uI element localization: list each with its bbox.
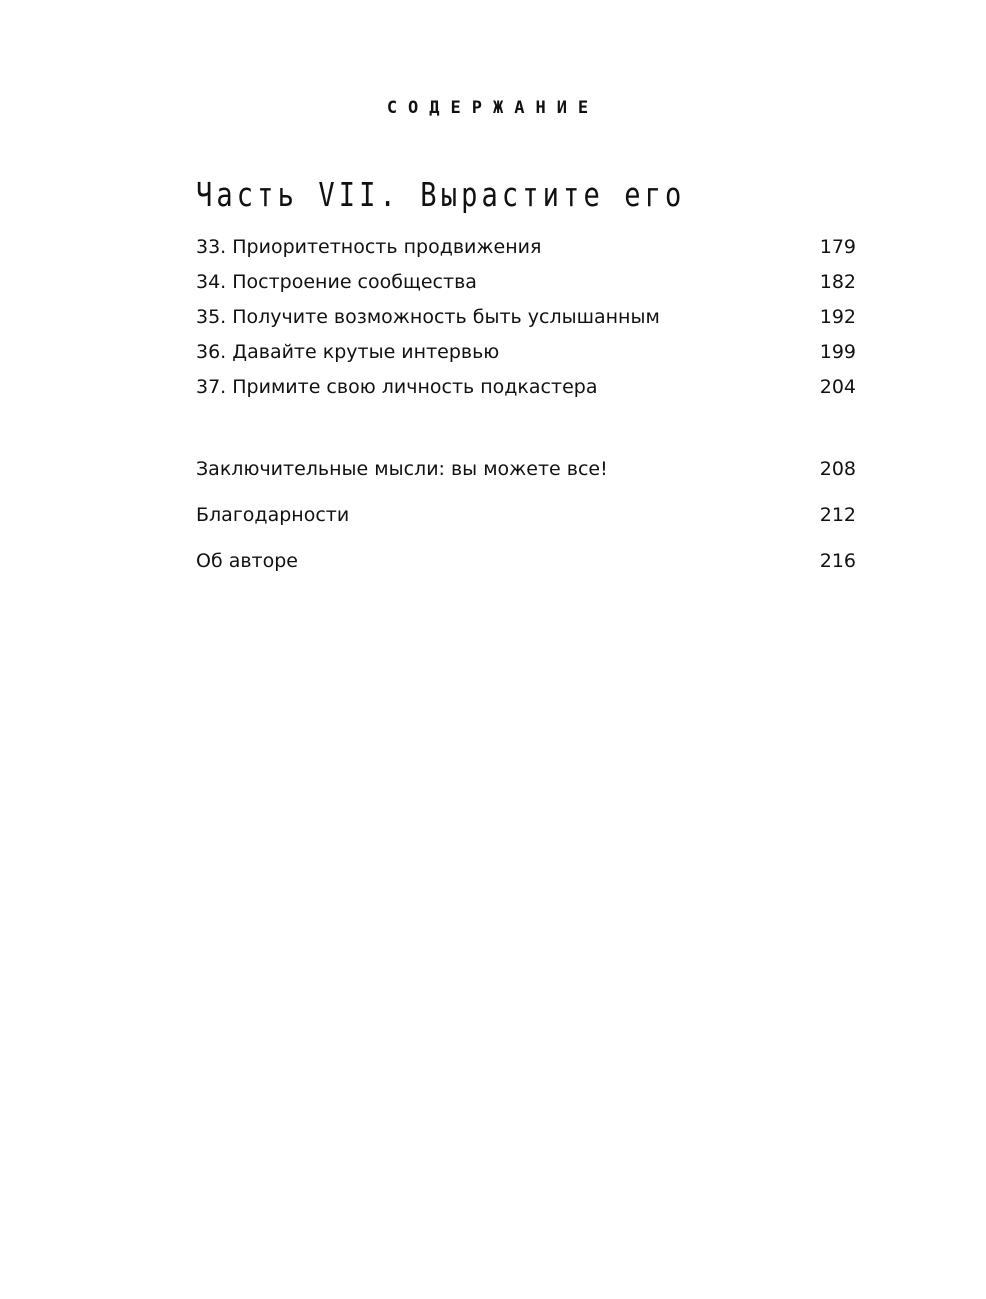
dot-leader [670, 304, 810, 323]
toc-chapter-list [196, 230, 856, 405]
dot-leader [607, 374, 810, 393]
toc-entry-page: 208 [819, 458, 856, 480]
dot-leader [359, 502, 810, 521]
toc-entry[interactable] [196, 265, 856, 300]
toc-entry-label: Об авторе [196, 550, 298, 572]
toc-entry[interactable] [196, 300, 856, 335]
toc-entry-label: 34. Построение сообщества [196, 271, 477, 293]
toc-entry-page: 216 [819, 550, 856, 572]
running-head: СОДЕРЖАНИЕ [386, 98, 600, 118]
part-title: Часть VII. Вырастите его [196, 175, 686, 214]
toc-entry-page: 204 [819, 376, 856, 398]
toc-entry-page: 192 [819, 306, 856, 328]
toc-entry-page: 212 [819, 504, 856, 526]
toc-entry-label: 33. Приоритетность продвижения [196, 236, 542, 258]
toc-entry-label: Заключительные мысли: вы можете все! [196, 458, 608, 480]
dot-leader [618, 456, 810, 475]
toc-entry[interactable] [196, 230, 856, 265]
toc-entry[interactable] [196, 492, 856, 538]
dot-leader [509, 339, 810, 358]
toc-entry-page: 179 [819, 236, 856, 258]
dot-leader [308, 548, 810, 567]
toc-entry[interactable] [196, 335, 856, 370]
toc-entry[interactable] [196, 446, 856, 492]
toc-entry-page: 199 [819, 341, 856, 363]
toc-entry[interactable] [196, 370, 856, 405]
toc-entry-label: 37. Примите свою личность подкастера [196, 376, 598, 398]
toc-entry-label: 36. Давайте крутые интервью [196, 341, 500, 363]
toc-entry-label: Благодарности [196, 504, 350, 526]
toc-entry[interactable] [196, 538, 856, 584]
dot-leader [551, 234, 810, 253]
toc-entry-page: 182 [819, 271, 856, 293]
toc-entry-label: 35. Получите возможность быть услышанным [196, 306, 660, 328]
toc-back-matter-list [196, 446, 856, 584]
dot-leader [487, 269, 810, 288]
